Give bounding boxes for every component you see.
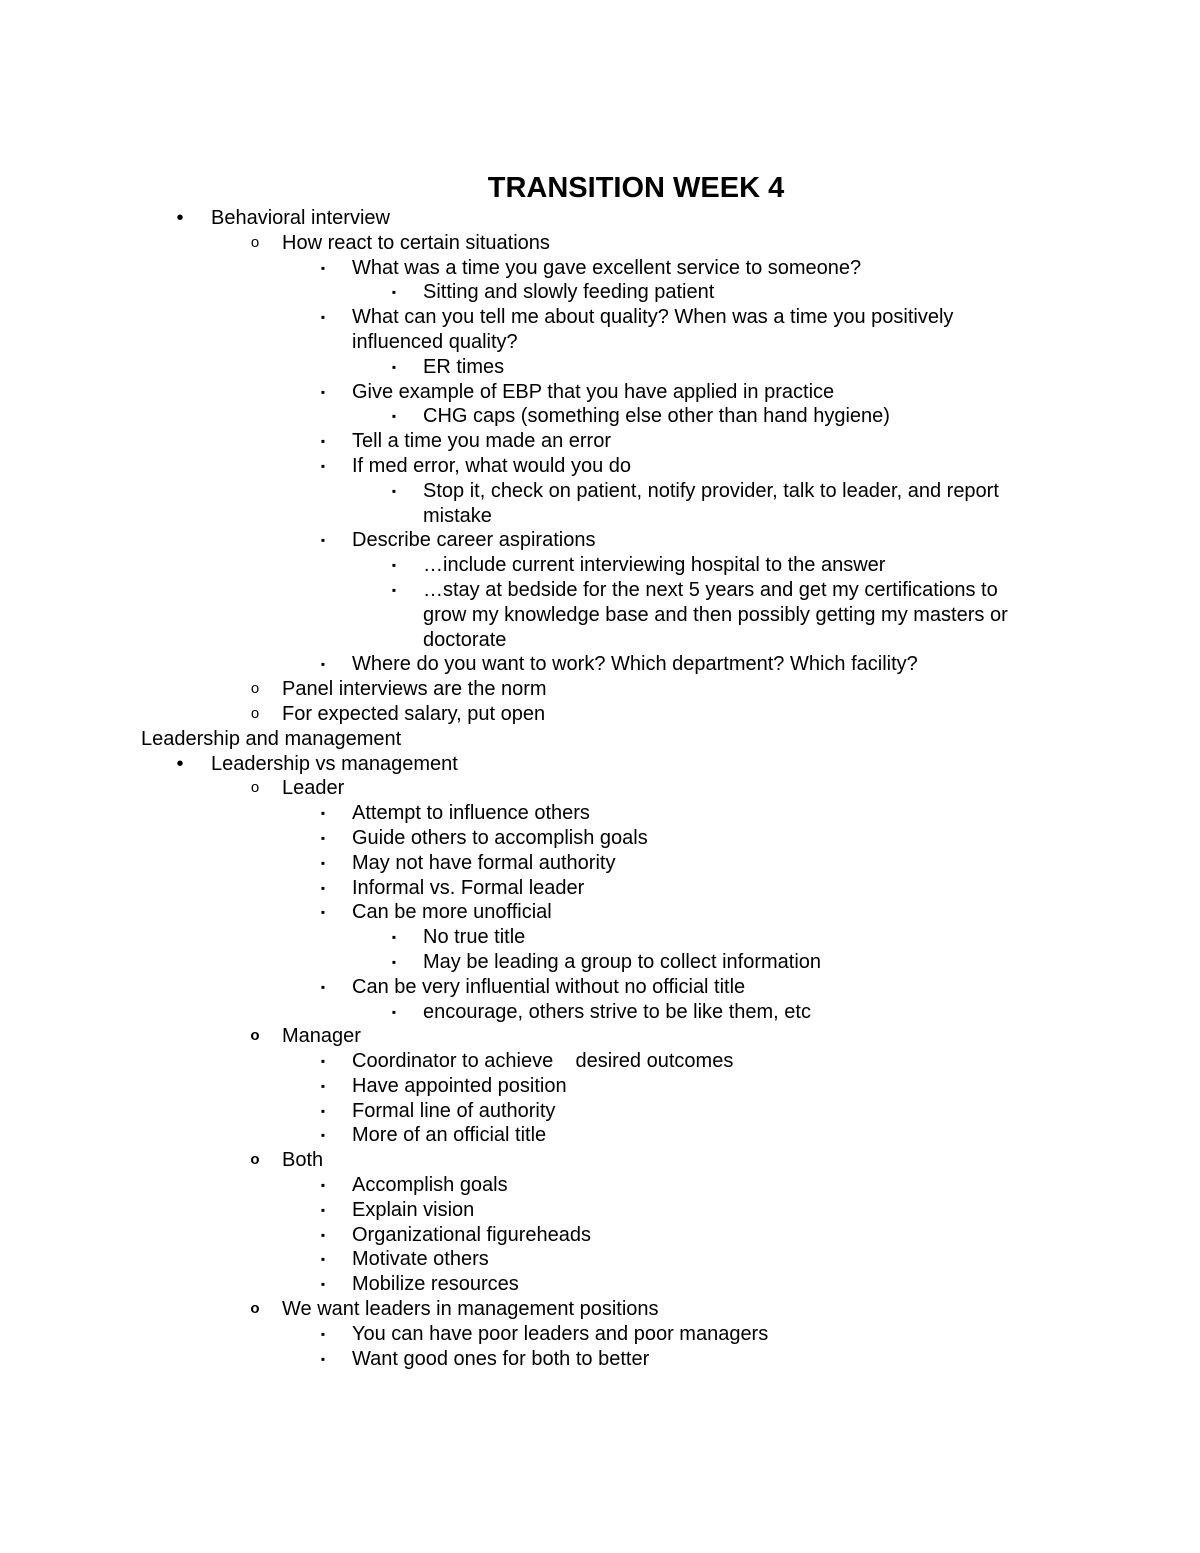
list-item xyxy=(0,355,1200,380)
list-item xyxy=(0,528,1200,553)
list-item-text: grow my knowledge base and then possibly getting my masters or xyxy=(423,603,1008,626)
list-item xyxy=(0,1123,1200,1148)
bullet-marker: ▪ xyxy=(320,1252,326,1267)
bullet-marker: ▪ xyxy=(320,1178,326,1193)
list-item-text: You can have poor leaders and poor managers xyxy=(352,1322,769,1345)
bullet-marker: ▪ xyxy=(320,855,326,870)
list-item-text: How react to certain situations xyxy=(282,231,550,254)
bullet-marker: o xyxy=(250,704,260,722)
list-item xyxy=(0,876,1200,901)
list-item-text: …stay at bedside for the next 5 years and get my certifications to xyxy=(423,578,998,601)
list-item xyxy=(0,479,1200,504)
list-item-text: We want leaders in management positions xyxy=(282,1298,659,1321)
list-item xyxy=(0,1198,1200,1223)
list-item xyxy=(0,1049,1200,1074)
list-item-text: Where do you want to work? Which department? Which facility? xyxy=(352,653,918,676)
list-item-text: Both xyxy=(282,1149,324,1172)
list-item xyxy=(0,851,1200,876)
list-item xyxy=(0,900,1200,925)
list-item-text: Describe career aspirations xyxy=(352,529,596,552)
list-item-text: Attempt to influence others xyxy=(352,802,590,825)
list-item xyxy=(0,776,1200,801)
list-item xyxy=(0,553,1200,578)
list-item-text: Guide others to accomplish goals xyxy=(352,826,648,849)
list-item-text: Can be very influential without no official title xyxy=(352,975,746,998)
list-item xyxy=(0,1247,1200,1272)
list-item-text: For expected salary, put open xyxy=(282,702,546,725)
list-item xyxy=(0,925,1200,950)
list-item-text: Explain vision xyxy=(352,1198,475,1221)
list-item-text: CHG caps (something else other than hand hygiene) xyxy=(423,405,890,428)
bullet-marker: ▪ xyxy=(320,384,326,399)
section-heading xyxy=(0,727,1200,752)
list-item-text: Mobilize resources xyxy=(352,1273,519,1296)
bullet-marker: o xyxy=(250,1300,260,1318)
list-item xyxy=(0,1347,1200,1372)
list-item-text: Behavioral interview xyxy=(211,207,390,229)
list-item-text: Sitting and slowly feeding patient xyxy=(423,281,715,304)
bullet-marker: ▪ xyxy=(391,359,397,374)
bullet-marker: ▪ xyxy=(391,930,397,945)
bullet-marker: ▪ xyxy=(391,558,397,573)
list-item-text: Accomplish goals xyxy=(352,1174,508,1197)
bullet-marker: ▪ xyxy=(320,1103,326,1118)
bullet-marker: ▪ xyxy=(320,1227,326,1242)
bullet-marker: ▪ xyxy=(320,1128,326,1143)
list-item-text: More of an official title xyxy=(352,1124,547,1147)
bullet-marker: o xyxy=(250,233,260,251)
list-item-text: Leadership vs management xyxy=(211,752,458,775)
list-item xyxy=(0,702,1200,727)
list-item-text: Coordinator to achieve desired outcomes xyxy=(352,1050,734,1073)
bullet-marker: ▪ xyxy=(320,806,326,821)
list-item xyxy=(0,429,1200,454)
bullet-marker: ▪ xyxy=(320,880,326,895)
bullet-marker: ▪ xyxy=(320,434,326,449)
bullet-marker: ▪ xyxy=(320,1202,326,1217)
bullet-marker: ▪ xyxy=(320,1078,326,1093)
page-title: TRANSITION WEEK 4 xyxy=(487,172,785,204)
bullet-marker: ▪ xyxy=(320,1277,326,1292)
list-item-text: Can be more unofficial xyxy=(352,901,552,924)
list-item xyxy=(0,305,1200,330)
bullet-marker: o xyxy=(250,1151,260,1169)
list-item-text: Leader xyxy=(282,777,345,800)
list-item xyxy=(0,1099,1200,1124)
list-item xyxy=(0,1074,1200,1099)
list-item-text: influenced quality? xyxy=(352,330,518,353)
list-item-text: Leadership and management xyxy=(141,727,402,750)
bullet-marker: ▪ xyxy=(320,1054,326,1069)
list-item xyxy=(0,206,1200,231)
list-item xyxy=(0,380,1200,405)
list-item xyxy=(0,677,1200,702)
list-item-text: May be leading a group to collect information xyxy=(423,950,822,973)
list-item xyxy=(0,628,1200,653)
list-item xyxy=(0,454,1200,479)
list-item-text: doctorate xyxy=(423,628,507,651)
bullet-marker: • xyxy=(176,207,184,229)
bullet-marker: ▪ xyxy=(391,954,397,969)
list-item xyxy=(0,404,1200,429)
list-item-text: Panel interviews are the norm xyxy=(282,678,547,701)
list-item xyxy=(0,1272,1200,1297)
list-item xyxy=(0,1297,1200,1322)
list-item xyxy=(0,231,1200,256)
bullet-marker: ▪ xyxy=(391,1004,397,1019)
list-item-text: Informal vs. Formal leader xyxy=(352,876,585,899)
list-item xyxy=(0,1322,1200,1347)
list-item xyxy=(0,1000,1200,1025)
bullet-marker: ▪ xyxy=(320,1351,326,1366)
list-item xyxy=(0,1223,1200,1248)
bullet-marker: ▪ xyxy=(320,1326,326,1341)
list-item xyxy=(0,801,1200,826)
list-item-text: Stop it, check on patient, notify provider, talk to leader, and report xyxy=(423,479,999,502)
list-item-text: Have appointed position xyxy=(352,1074,567,1097)
list-item xyxy=(0,504,1200,529)
list-item xyxy=(0,950,1200,975)
list-item xyxy=(0,578,1200,603)
list-item xyxy=(0,330,1200,355)
list-item-text: May not have formal authority xyxy=(352,851,616,874)
bullet-marker: ▪ xyxy=(320,830,326,845)
bullet-marker: ▪ xyxy=(391,285,397,300)
list-item xyxy=(0,256,1200,281)
list-item xyxy=(0,826,1200,851)
list-item-text: Motivate others xyxy=(352,1248,489,1271)
bullet-marker: ▪ xyxy=(391,582,397,597)
bullet-marker: ▪ xyxy=(320,458,326,473)
list-item-text: Want good ones for both to better xyxy=(352,1347,650,1370)
list-item xyxy=(0,1148,1200,1173)
list-item-text: Manager xyxy=(282,1025,361,1048)
list-item-text: If med error, what would you do xyxy=(352,454,632,477)
list-item-text: What was a time you gave excellent service to someone? xyxy=(352,256,862,279)
list-item-text: Organizational figureheads xyxy=(352,1223,592,1246)
bullet-marker: • xyxy=(176,752,184,775)
list-item xyxy=(0,1024,1200,1049)
list-item xyxy=(0,280,1200,305)
list-item xyxy=(0,752,1200,777)
list-item-text: Give example of EBP that you have applied in practice xyxy=(352,380,835,403)
list-item-text: …include current interviewing hospital to the answer xyxy=(423,554,886,577)
list-item-text: No true title xyxy=(423,926,526,949)
list-item-text: mistake xyxy=(423,504,492,527)
bullet-marker: o xyxy=(250,1027,260,1045)
bullet-marker: ▪ xyxy=(320,533,326,548)
outline-list xyxy=(0,206,1200,1371)
list-item xyxy=(0,603,1200,628)
bullet-marker: o xyxy=(250,779,260,797)
list-item-text: ER times xyxy=(423,355,505,378)
bullet-marker: ▪ xyxy=(320,979,326,994)
bullet-marker: ▪ xyxy=(320,657,326,672)
list-item xyxy=(0,1173,1200,1198)
bullet-marker: o xyxy=(250,680,260,698)
bullet-marker: ▪ xyxy=(320,260,326,275)
list-item-text: Formal line of authority xyxy=(352,1099,556,1122)
bullet-marker: ▪ xyxy=(320,310,326,325)
list-item-text: encourage, others strive to be like them, etc xyxy=(423,1000,811,1023)
list-item-text: What can you tell me about quality? When was a time you positively xyxy=(352,306,954,329)
list-item xyxy=(0,975,1200,1000)
bullet-marker: ▪ xyxy=(320,905,326,920)
bullet-marker: ▪ xyxy=(391,409,397,424)
list-item xyxy=(0,652,1200,677)
bullet-marker: ▪ xyxy=(391,483,397,498)
list-item-text: Tell a time you made an error xyxy=(352,430,612,453)
